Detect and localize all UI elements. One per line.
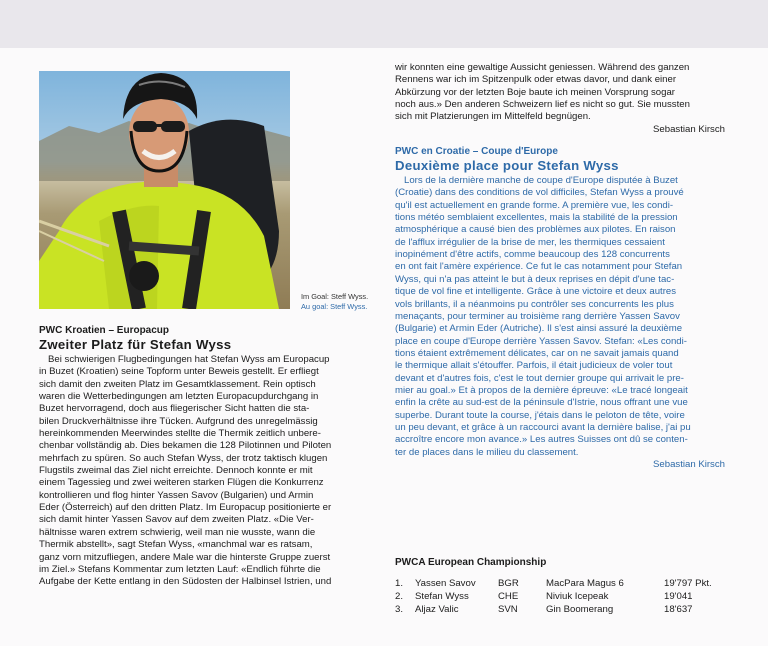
article-line: (Croatie) dans des conditions de vol difficiles, Stefan Wyss a prouvé — [395, 187, 684, 199]
article-line: un peu devant, et grâce à un raccourci avant la dernière balise, j'ai pu — [395, 421, 691, 433]
article-line: sich damit hinter Yassen Savov auf dem zweiten Platz. «Die Ver- — [39, 514, 314, 526]
article-line: sich damit den zweiten Platz im Gesamtklassement. Rein optisch — [39, 378, 316, 390]
glider-cell: MacPara Magus 6 — [546, 578, 624, 589]
name-cell: Stefan Wyss — [415, 591, 469, 602]
article-line: inopinément d'être actifs, comme beaucoup des 128 concurrents — [395, 249, 670, 261]
name-cell: Yassen Savov — [415, 578, 476, 589]
article-line: vols brillants, il a néanmoins pu contrôler ses concurrents les plus — [395, 298, 674, 310]
french-kicker: PWC en Croatie – Coupe d'Europe — [395, 146, 558, 158]
page-top-band — [0, 0, 768, 48]
article-line: tique de vol fine et intelligente. Grâce à une victoire et deux autres — [395, 286, 677, 298]
french-headline: Deuxième place pour Stefan Wyss — [395, 158, 619, 174]
article-line: Eder (Österreich) auf den dritten Platz. Im Europacup positionierte er — [39, 502, 332, 514]
article-line: im Ziel.» Stefans Kommentar zum letzten Lauf: «Endlich führte die — [39, 563, 321, 575]
french-article — [395, 175, 725, 471]
article-line: Rennens war ich im Spitzenpulk oder etwas davor, und dank einer — [395, 74, 677, 86]
article-line: menaçants, pour terminer au troisième rang derrière Yassen Savov — [395, 310, 680, 322]
pilot-photo — [39, 71, 290, 309]
article-line: (Bulgarie) et Armin Eder (Autriche). Il s'est ainsi assuré la deuxième — [395, 323, 683, 335]
caption-german: Im Goal: Steff Wyss. — [301, 292, 369, 301]
caption-french: Au goal: Steff Wyss. — [301, 301, 368, 311]
article-line: en ont fait l'amère expérience. Ce fut le cas notamment pour Stefan — [395, 261, 683, 273]
article-line: einem Tagessieg und zwei weiteren starken Flügen die Konkurrenz — [39, 477, 324, 489]
table-row — [395, 590, 722, 603]
article-line: Aufgabe der Kette entlang in den Südosten der Halbinsel Istrien, und — [39, 576, 332, 588]
article-line: Thermik abstellt», sagt Stefan Wyss, «manchmal war es ratsam, — [39, 539, 313, 551]
article-line: place en coupe d'Europe derrière Yassen Savov. Stefan: «Les condi- — [395, 335, 687, 347]
article-line: waren die Wetterbedingungen am letzten Europacupdurchgang in — [39, 391, 319, 403]
article-line: de l'afflux irrégulier de la brise de mer, les thermiques cessaient — [395, 236, 665, 248]
article-line: accroître encore mon avance.» Les autres Suisses ont dû se conten- — [395, 434, 688, 446]
article-line: hältnisse waren extrem schwierig, weil man nie wusste, wann die — [39, 526, 316, 538]
article-line: Lors de la dernière manche de coupe d'Europe disputée à Buzet — [404, 175, 678, 187]
rank-cell: 3. — [395, 604, 404, 615]
german-article — [39, 325, 379, 589]
rank-cell: 2. — [395, 591, 404, 602]
points-cell: 18'637 — [664, 604, 693, 615]
results-table — [395, 577, 722, 616]
nation-cell: CHE — [498, 591, 519, 602]
article-line: superbe. Durant toute la course, j'étais dans le peloton de tête, voire — [395, 409, 685, 421]
article-line: ter de places dans le milieu du classement. — [395, 446, 579, 458]
article-line: in Buzet (Kroatien) seine Topform unter Beweis gestellt. Er erfliegt — [39, 366, 319, 378]
rank-cell: 1. — [395, 578, 404, 589]
article-line: kontrollieren und flog hinter Yassen Savov (Bulgarien) und Armin — [39, 489, 314, 501]
article-line: bilen Druckverhältnisse ihre Tücken. Aufgrund des unregelmässig — [39, 415, 318, 427]
article-line: atmosphérique a causé bien des problèmes aux pilotes. En raison — [395, 224, 676, 236]
article-line: enfin la crête au sud-est de la péninsule d'Istrie, nous offrant une vue — [395, 397, 688, 409]
photo-caption — [301, 292, 368, 311]
article-line: tions météo semblaient excellentes, mais la stabilité de la pression — [395, 212, 678, 224]
article-line: sich mit Platzierungen im Mittelfeld begnügen. — [395, 111, 591, 123]
article-line: le thermique allait s'étouffer. Parfois, il était judicieux de voler tout — [395, 360, 673, 372]
points-cell: 19'797 Pkt. — [664, 578, 712, 589]
name-cell: Aljaz Valic — [415, 604, 459, 615]
article-line: wir konnten eine gewaltige Aussicht geniessen. Während des ganzen — [395, 62, 690, 73]
article-line: Buzet hervorragend, doch aus fliegerischer Sicht hatten die sta- — [39, 403, 310, 415]
article-line: ganz vorn mitzufliegen, andere Male war die hinterste Gruppe zuerst — [39, 551, 331, 563]
table-row — [395, 603, 722, 616]
article-line: tions étaient extrêmement délicates, car on ne savait jamais quand — [395, 347, 679, 359]
german-headline: Zweiter Platz für Stefan Wyss — [39, 337, 232, 352]
article-line: hereinkommenden Meerwindes stellte die Thermik zeitlich unbere- — [39, 428, 321, 440]
nation-cell: BGR — [498, 578, 519, 589]
glider-cell: Niviuk Icepeak — [546, 591, 609, 602]
article-line: Flugstils zweimal das Ziel nicht erreichte. Dennoch konnte er mit — [39, 465, 313, 477]
article-line: devant et d'autres fois, c'est le tout dernier groupe qui arrivait le pre- — [395, 372, 684, 384]
points-cell: 19'041 — [664, 591, 693, 602]
right-column — [395, 62, 725, 471]
championship-title: PWCA European Championship — [395, 557, 547, 568]
article-line: noch aus.» Den anderen Schweizern lief es nicht so gut. Sie mussten — [395, 99, 690, 111]
french-signature: Sebastian Kirsch — [653, 458, 725, 470]
article-line: Bei schwierigen Flugbedingungen hat Stefan Wyss am Europacup — [48, 354, 330, 365]
article-line: mehrfach zu spüren. So auch Stefan Wyss, der trotz taktisch klugen — [39, 452, 328, 464]
article-line: chenbar vollständig ab. Dies bekamen die 128 Pilotinnen und Piloten — [39, 440, 332, 452]
nation-cell: SVN — [498, 604, 518, 615]
german-signature: Sebastian Kirsch — [653, 123, 725, 135]
article-line: mier au goal.» Et à propos de la dernière épreuve: «Le tracé longeait — [395, 384, 688, 396]
article-line: Abkürzung vor der letzten Boje baute ich meinen Vorsprung sogar — [395, 86, 675, 98]
glider-cell: Gin Boomerang — [546, 604, 614, 615]
table-row — [395, 577, 722, 590]
article-line: qu'il est actuellement en grande forme. A première vue, les condi- — [395, 199, 674, 211]
german-kicker: PWC Kroatien – Europacup — [39, 325, 170, 336]
article-line: Wyss, qui n'a pas atteint le but à deux reprises en dépit d'une tac- — [395, 273, 675, 285]
